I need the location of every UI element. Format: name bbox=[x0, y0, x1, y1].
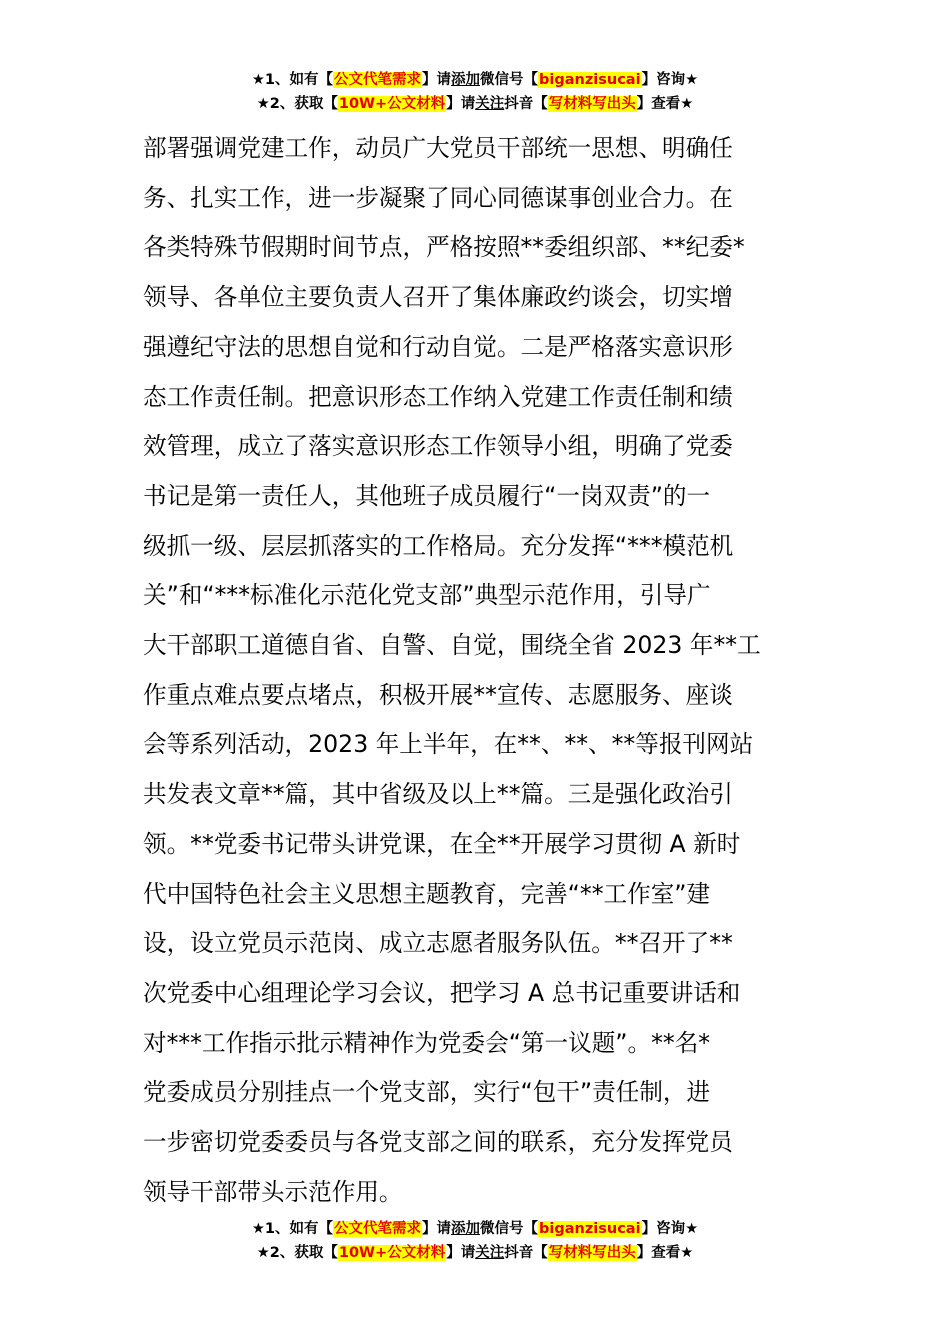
body-line: 共发表文章**篇，其中省级及以上**篇。三是强化政治引 bbox=[143, 780, 733, 809]
body-line: 领导、各单位主要负责人召开了集体廉政约谈会，切实增 bbox=[143, 283, 733, 312]
body-line: 部署强调党建工作，动员广大党员干部统一思想、明确任 bbox=[143, 134, 733, 162]
body-line: 效管理，成立了落实意识形态工作领导小组，明确了党委 bbox=[143, 432, 733, 461]
body-line: 代中国特色社会主义思想主题教育，完善“**工作室”建 bbox=[143, 879, 711, 908]
highlight-materials: 10W+公文材料 bbox=[338, 1245, 446, 1261]
highlight-douyin-account: 写材料写出头 bbox=[548, 1245, 636, 1261]
body-line: 大干部职工道德自省、自警、自觉，围绕全省 2023 年**工 bbox=[143, 631, 761, 660]
highlight-wechat-id: biganzisucai bbox=[539, 1221, 641, 1237]
body-line: 强遵纪守法的思想自觉和行动自觉。二是严格落实意识形 bbox=[143, 332, 733, 361]
body-line: 领导干部带头示范作用。 bbox=[143, 1177, 403, 1206]
banner-text: ★1、如有【 bbox=[251, 1221, 334, 1237]
body-line: 党委成员分别挂点一个党支部，实行“包干”责任制，进 bbox=[143, 1078, 711, 1107]
highlight-ghostwriting: 公文代笔需求 bbox=[334, 72, 422, 88]
highlight-wechat-id: biganzisucai bbox=[539, 72, 641, 88]
body-line: 会等系列活动，2023 年上半年，在**、**、**等报刊网站 bbox=[143, 730, 754, 759]
body-line: 一步密切党委委员与各党支部之间的联系，充分发挥党员 bbox=[143, 1128, 733, 1157]
body-line: 级抓一级、层层抓落实的工作格局。充分发挥“***模范机 bbox=[143, 531, 734, 560]
footer-banner-line-1 bbox=[0, 1217, 950, 1241]
body-line: 设，设立党员示范岗、成立志愿者服务队伍。**召开了** bbox=[143, 929, 733, 958]
body-line: 作重点难点要点堵点，积极开展**宣传、志愿服务、座谈 bbox=[143, 680, 733, 709]
banner-text: 微信号【 bbox=[480, 72, 539, 88]
body-line: 关”和“***标准化示范化党支部”典型示范作用，引导广 bbox=[143, 581, 711, 610]
banner-text: 】请 bbox=[422, 72, 452, 88]
footer-banner bbox=[0, 1217, 950, 1265]
banner-text: 】咨询★ bbox=[641, 72, 699, 88]
header-banner-line-2 bbox=[0, 92, 950, 116]
banner-text: ★2、获取【 bbox=[256, 96, 338, 112]
header-banner-line-1 bbox=[0, 68, 950, 92]
body-line: 对***工作指示批示精神作为党委会“第一议题”。**名* bbox=[143, 1028, 711, 1057]
footer-banner-line-2 bbox=[0, 1241, 950, 1265]
highlight-ghostwriting: 公文代笔需求 bbox=[334, 1221, 422, 1237]
body-line: 书记是第一责任人，其他班子成员履行“一岗双责”的一 bbox=[143, 481, 711, 510]
banner-text: 】请 bbox=[446, 1245, 476, 1261]
banner-text: ★2、获取【 bbox=[256, 1245, 338, 1261]
banner-text: 抖音【 bbox=[504, 1245, 548, 1261]
highlight-materials: 10W+公文材料 bbox=[338, 96, 446, 112]
body-line: 务、扎实工作，进一步凝聚了同心同德谋事创业合力。在 bbox=[143, 183, 733, 212]
body-line: 各类特殊节假期时间节点，严格按照**委组织部、**纪委* bbox=[143, 233, 745, 262]
header-banner bbox=[0, 68, 950, 116]
body-line: 领。**党委书记带头讲党课，在全**开展学习贯彻 A 新时 bbox=[143, 829, 741, 858]
underlined-text: 关注 bbox=[475, 96, 505, 112]
banner-text: 】请 bbox=[422, 1221, 452, 1237]
banner-text: 】查看★ bbox=[636, 96, 694, 112]
banner-text: 】查看★ bbox=[636, 1245, 694, 1261]
body-line: 次党委中心组理论学习会议，把学习 A 总书记重要讲话和 bbox=[143, 978, 741, 1007]
underlined-text: 关注 bbox=[475, 1245, 505, 1261]
banner-text: ★1、如有【 bbox=[251, 72, 334, 88]
highlight-douyin-account: 写材料写出头 bbox=[548, 96, 636, 112]
underlined-text: 添加 bbox=[451, 72, 481, 88]
banner-text: 】请 bbox=[446, 96, 476, 112]
body-line: 态工作责任制。把意识形态工作纳入党建工作责任制和绩 bbox=[143, 382, 733, 411]
banner-text: 抖音【 bbox=[504, 96, 548, 112]
banner-text: 微信号【 bbox=[480, 1221, 539, 1237]
document-body bbox=[143, 124, 808, 1217]
underlined-text: 添加 bbox=[451, 1221, 481, 1237]
banner-text: 】咨询★ bbox=[641, 1221, 699, 1237]
